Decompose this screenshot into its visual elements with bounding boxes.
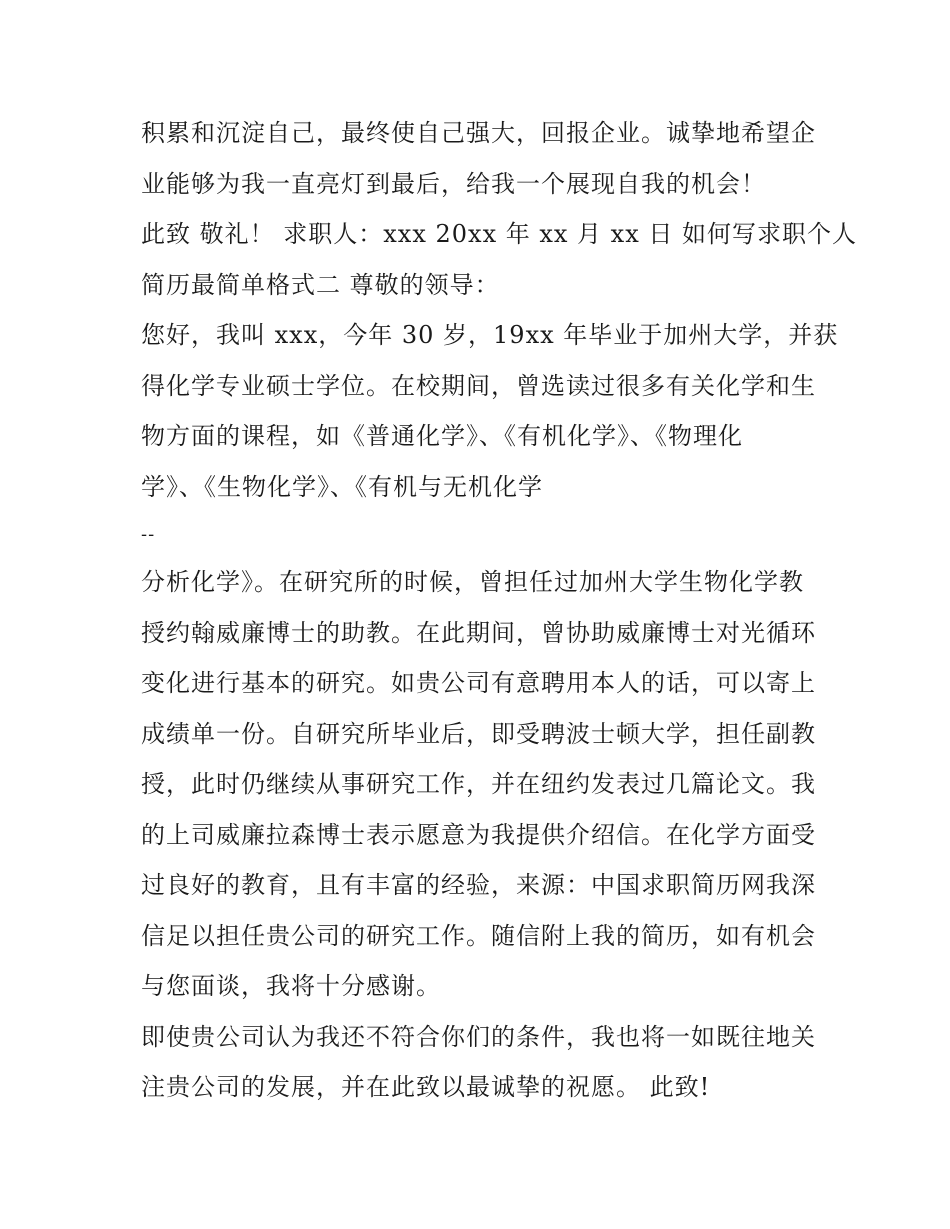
text-line: 学》、《生物化学》、《有机与无机化学 bbox=[141, 472, 543, 501]
body-text bbox=[141, 108, 858, 1113]
text-line: 此致 敬礼！ 求职人：xxx 20xx 年 xx 月 xx 日 如何写求职个人 bbox=[141, 220, 858, 248]
text-line: 授约翰威廉博士的助教。在此期间，曾协助威廉博士对光循环 bbox=[141, 618, 816, 647]
text-line: 积累和沉淀自己，最终使自己强大，回报企业。诚挚地希望企 bbox=[141, 119, 816, 147]
text-line: 的上司威廉拉森博士表示愿意为我提供介绍信。在化学方面受 bbox=[141, 820, 816, 849]
text-line: 授，此时仍继续从事研究工作，并在纽约发表过几篇论文。我 bbox=[141, 770, 816, 798]
text-line: 业能够为我一直亮灯到最后，给我一个展现自我的机会！ bbox=[141, 169, 766, 198]
text-line: 成绩单一份。自研究所毕业后，即受聘波士顿大学，担任副教 bbox=[141, 719, 816, 748]
text-line: 过良好的教育，且有丰富的经验，来源：中国求职简历网我深 bbox=[141, 871, 816, 899]
text-line: 您好，我叫 xxx，今年 30 岁，19xx 年毕业于加州大学，并获 bbox=[141, 321, 839, 349]
text-line: 信足以担任贵公司的研究工作。随信附上我的简历，如有机会 bbox=[141, 921, 816, 950]
text-line: 变化进行基本的研究。如贵公司有意聘用本人的话，可以寄上 bbox=[141, 669, 816, 697]
text-line: 物方面的课程，如《普通化学》、《有机化学》、《物理化 bbox=[141, 422, 743, 450]
text-line: 与您面谈，我将十分感谢。 bbox=[141, 972, 441, 1000]
text-line: 得化学专业硕士学位。在校期间，曾选读过很多有关化学和生 bbox=[141, 371, 816, 400]
text-line: 分析化学》。在研究所的时候，曾担任过加州大学生物化学教 bbox=[141, 568, 804, 596]
text-line: 简历最简单格式二 尊敬的领导： bbox=[141, 270, 500, 299]
page-separator: -- bbox=[141, 524, 156, 545]
text-line: 注贵公司的发展，并在此致以最诚挚的祝愿。 此致! bbox=[141, 1073, 711, 1101]
text-line: 即使贵公司认为我还不符合你们的条件，我也将一如既往地关 bbox=[141, 1022, 816, 1051]
